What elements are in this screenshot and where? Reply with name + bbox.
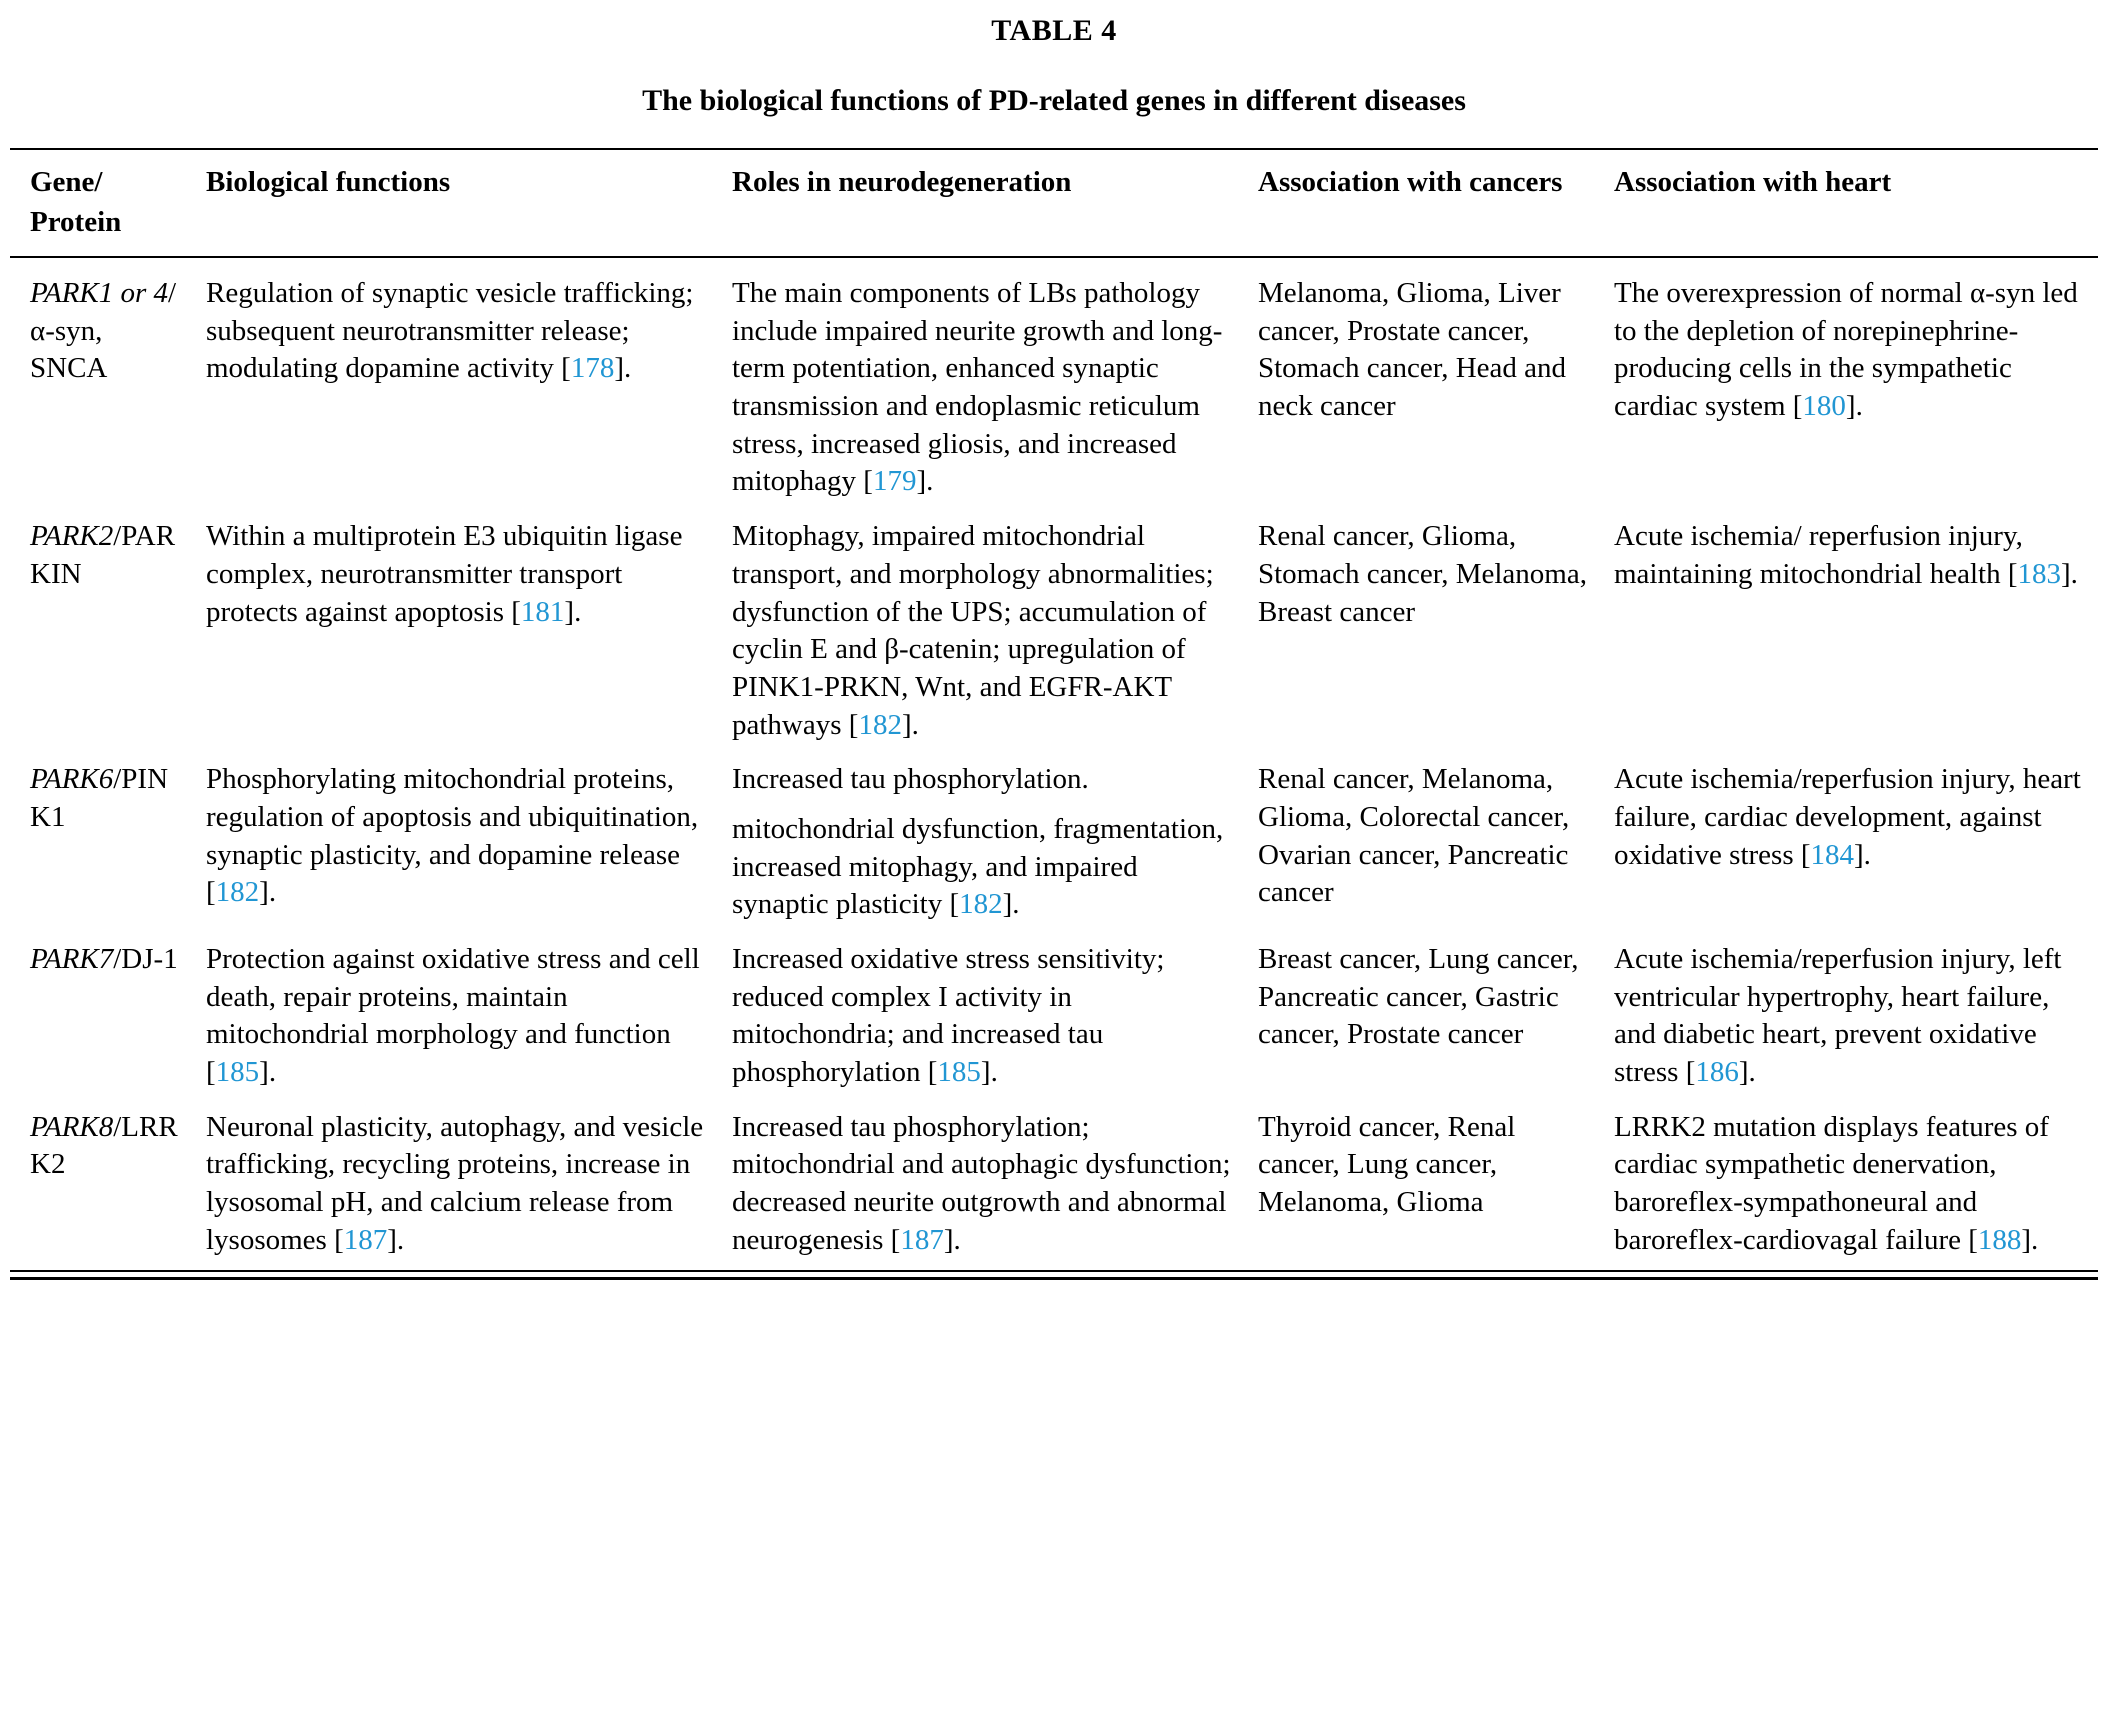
col-header-association-heart: Association with heart: [1614, 166, 1892, 198]
roles-neurodegeneration-cell: The main components of LBs pathology include impaired neurite growth and long-term potentiation, enhanced synaptic transmission and endoplasmic reticulum stress, increased gliosis, and increased mitophagy [179].: [732, 277, 1223, 498]
gene-cell: [30, 941, 180, 1092]
table-label: TABLE 4: [991, 14, 1117, 47]
gene-name-italic: PARK6: [30, 763, 114, 796]
biological-functions-cell: Regulation of synaptic vesicle trafficking; subsequent neurotransmitter release; modulating dopamine activity [178].: [206, 277, 694, 385]
col-header-gene-protein: Gene/ Protein: [30, 166, 122, 239]
gene-cell: [30, 761, 180, 924]
citation-link[interactable]: 187: [900, 1223, 944, 1256]
biological-functions-cell: Within a multiprotein E3 ubiquitin ligase complex, neurotransmitter transport protects against apoptosis [181].: [206, 520, 683, 628]
gene-name-regular: /PARKIN: [30, 520, 176, 590]
table-header-row: [10, 150, 2098, 258]
pd-genes-table: [10, 148, 2098, 1280]
citation-link[interactable]: 182: [959, 888, 1003, 921]
citation-link[interactable]: 180: [1802, 390, 1846, 423]
gene-name-regular: /DJ-1: [113, 943, 178, 976]
table-bottom-rule: [10, 1270, 2098, 1280]
table-body: [10, 258, 2098, 1270]
citation-link[interactable]: 181: [520, 595, 565, 628]
col-header-biological-functions: Biological functions: [206, 166, 451, 198]
citation-link[interactable]: 182: [858, 708, 902, 741]
gene-name-regular: /LRRK2: [30, 1110, 178, 1181]
biological-functions-cell: Neuronal plasticity, autophagy, and vesicle trafficking, recycling proteins, increase in lysosomal pH, and calcium release from lysosomes [187].: [206, 1110, 704, 1256]
citation-link[interactable]: 182: [215, 876, 260, 909]
gene-name-regular: /α-syn, SNCA: [30, 277, 177, 385]
citation-link[interactable]: 183: [2017, 557, 2061, 590]
cell-paragraph: mitochondrial dysfunction, fragmentation, increased mitophagy, and impaired synaptic plasticity [182].: [732, 812, 1224, 921]
citation-link[interactable]: 185: [215, 1056, 260, 1089]
gene-name-italic: PARK1 or 4: [30, 277, 169, 310]
association-cancers-cell: Breast cancer, Lung cancer, Pancreatic cancer, Gastric cancer, Prostate cancer: [1258, 943, 1579, 1051]
biological-functions-cell: Protection against oxidative stress and cell death, repair proteins, maintain mitochondrial morphology and function [185].: [206, 943, 700, 1089]
cell-paragraph: Increased tau phosphorylation.: [732, 763, 1089, 796]
association-cancers-cell: Renal cancer, Melanoma, Glioma, Colorectal cancer, Ovarian cancer, Pancreatic cancer: [1258, 763, 1570, 909]
citation-link[interactable]: 187: [343, 1223, 388, 1256]
gene-name-regular: /PINK1: [30, 763, 169, 833]
gene-cell: [30, 275, 180, 501]
association-cancers-cell: Renal cancer, Glioma, Stomach cancer, Melanoma, Breast cancer: [1258, 520, 1587, 628]
gene-cell: [30, 1109, 180, 1260]
table-row-park7: [10, 924, 2098, 1092]
association-heart-cell: Acute ischemia/reperfusion injury, heart failure, cardiac development, against oxidative stress [184].: [1614, 763, 2081, 871]
gene-name-italic: PARK7: [30, 943, 114, 976]
citation-link[interactable]: 178: [570, 352, 615, 385]
biological-functions-cell: Phosphorylating mitochondrial proteins, regulation of apoptosis and ubiquitination, synaptic plasticity, and dopamine release [182].: [206, 763, 699, 909]
association-heart-cell: Acute ischemia/reperfusion injury, left ventricular hypertrophy, heart failure, and diabetic heart, prevent oxidative stress [186].: [1614, 943, 2062, 1089]
roles-neurodegeneration-cell: [732, 761, 1232, 924]
citation-link[interactable]: 179: [872, 465, 917, 498]
col-header-roles-neurodegeneration: Roles in neurodegeneration: [732, 166, 1072, 198]
table-row-park8: [10, 1092, 2098, 1270]
association-heart-cell: LRRK2 mutation displays features of cardiac sympathetic denervation, baroreflex-sympathoneural and baroreflex-cardiovagal failure [188].: [1614, 1110, 2049, 1256]
table-row-park1: [10, 258, 2098, 501]
citation-link[interactable]: 185: [937, 1056, 981, 1089]
roles-neurodegeneration-cell: Increased tau phosphorylation; mitochondrial and autophagic dysfunction; decreased neurite outgrowth and abnormal neurogenesis [187].: [732, 1110, 1231, 1256]
association-heart-cell: The overexpression of normal α-syn led to the depletion of norepinephrine-producing cells in the sympathetic cardiac system [180].: [1614, 277, 2078, 423]
association-cancers-cell: Melanoma, Glioma, Liver cancer, Prostate cancer, Stomach cancer, Head and neck cancer: [1258, 277, 1567, 423]
col-header-association-cancers: Association with cancers: [1258, 166, 1563, 198]
citation-link[interactable]: 188: [1977, 1223, 2022, 1256]
table-row-park6: [10, 744, 2098, 924]
citation-link[interactable]: 184: [1810, 838, 1855, 871]
citation-link[interactable]: 186: [1695, 1056, 1739, 1089]
association-heart-cell: Acute ischemia/ reperfusion injury, maintaining mitochondrial health [183].: [1614, 520, 2078, 590]
gene-cell: [30, 518, 180, 744]
roles-neurodegeneration-cell: Increased oxidative stress sensitivity; reduced complex I activity in mitochondria; and increased tau phosphorylation [185].: [732, 943, 1165, 1089]
table-row-park2: [10, 501, 2098, 744]
association-cancers-cell: Thyroid cancer, Renal cancer, Lung cancer, Melanoma, Glioma: [1258, 1110, 1516, 1219]
gene-name-italic: PARK8: [30, 1110, 114, 1143]
roles-neurodegeneration-cell: Mitophagy, impaired mitochondrial transport, and morphology abnormalities; dysfunction of the UPS; accumulation of cyclin E and β-catenin; upregulation of PINK1-PRKN, Wnt, and EGFR-AKT pathways [182].: [732, 520, 1214, 741]
table-caption: The biological functions of PD-related genes in different diseases: [642, 84, 1466, 117]
gene-name-italic: PARK2: [30, 520, 114, 553]
